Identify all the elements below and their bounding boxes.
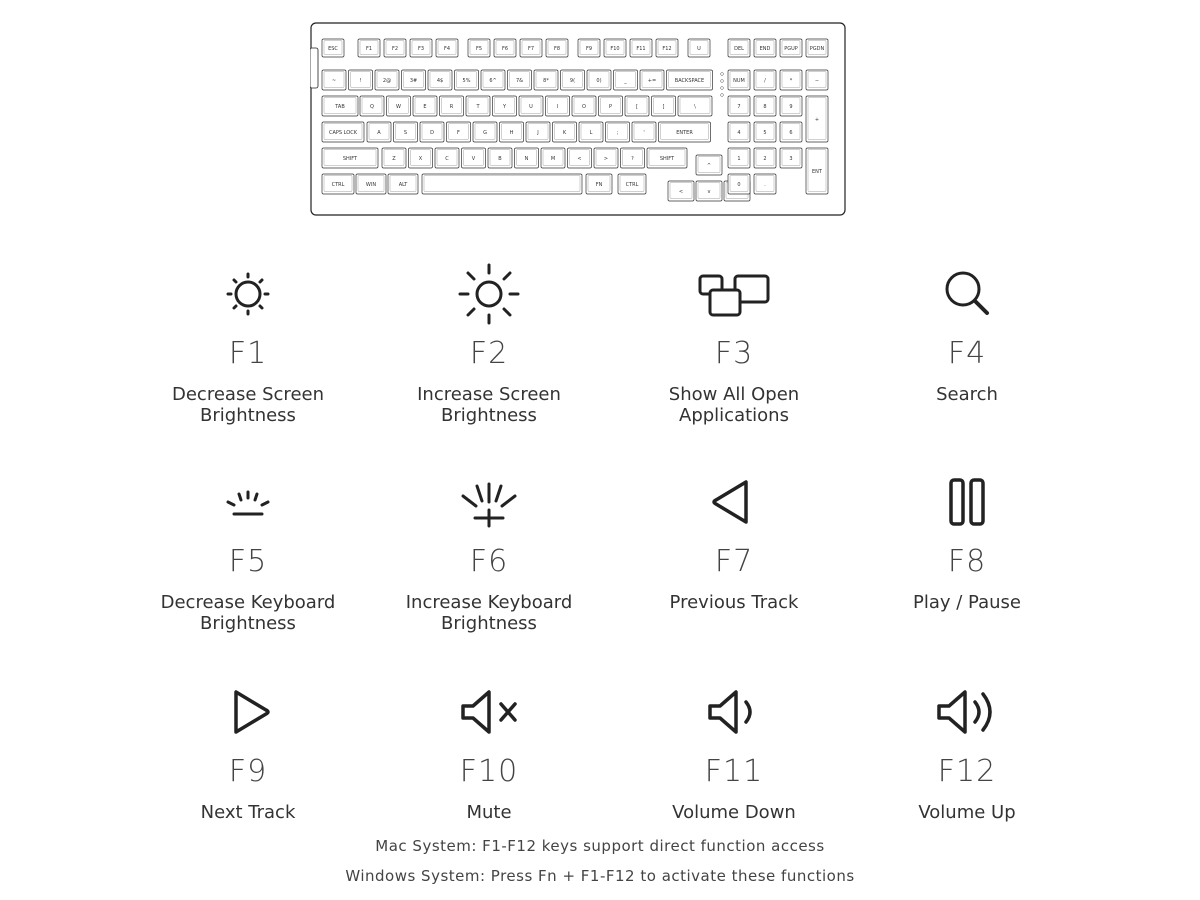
key-v — [462, 148, 486, 168]
key-caps-lock — [322, 122, 364, 142]
function-item-f1 — [128, 262, 368, 426]
svg-text:9(: 9( — [569, 77, 576, 84]
function-description: Increase Screen Brightness — [417, 384, 561, 426]
key-numpad-6 — [780, 122, 802, 142]
svg-text:CAPS LOCK: CAPS LOCK — [328, 129, 358, 136]
svg-text:8: 8 — [763, 103, 767, 110]
svg-text:K: K — [562, 129, 567, 136]
key-o — [572, 96, 596, 116]
key-numpad-0 — [728, 174, 750, 194]
function-key-label: F7 — [714, 544, 754, 579]
key-num-row — [402, 70, 426, 90]
function-key-label: F3 — [714, 336, 754, 371]
svg-text:.: . — [764, 181, 766, 188]
function-key-label: F6 — [469, 544, 509, 579]
key-w — [387, 96, 411, 116]
function-description: Decrease Screen Brightness — [172, 384, 324, 426]
svg-text:SHIFT: SHIFT — [342, 155, 358, 162]
key-fn — [586, 174, 612, 194]
svg-text:CTRL: CTRL — [625, 181, 639, 188]
key-s — [394, 122, 418, 142]
svg-text:5: 5 — [763, 129, 767, 136]
key-u — [519, 96, 543, 116]
key-backslash — [678, 96, 712, 116]
svg-text:5%: 5% — [462, 77, 471, 84]
key-c — [435, 148, 459, 168]
key-period — [594, 148, 618, 168]
svg-text:\: \ — [694, 103, 696, 110]
svg-text:[: [ — [636, 103, 638, 110]
key-num-row — [349, 70, 373, 90]
key-numpad — [780, 70, 802, 90]
key-numpad-enter — [806, 148, 828, 194]
svg-text:S: S — [403, 129, 408, 136]
key-numpad — [806, 70, 828, 90]
svg-text:': ' — [643, 129, 645, 136]
key-num-row — [455, 70, 479, 90]
key-numpad-3 — [780, 148, 802, 168]
svg-text:*: * — [789, 77, 793, 84]
key-d — [420, 122, 444, 142]
svg-text:>: > — [603, 155, 609, 162]
svg-text:F8: F8 — [553, 45, 561, 52]
svg-text:U: U — [697, 45, 701, 52]
key-t — [466, 96, 490, 116]
function-description: Mute — [466, 802, 512, 823]
svg-text:H: H — [509, 129, 514, 136]
svg-text:<: < — [678, 188, 684, 195]
function-description: Volume Up — [918, 802, 1016, 823]
function-key-label: F5 — [228, 544, 268, 579]
key-quote — [632, 122, 656, 142]
svg-text:F7: F7 — [527, 45, 535, 52]
svg-text:PGDN: PGDN — [809, 45, 825, 52]
search-icon — [927, 262, 1007, 326]
key-shift-left — [322, 148, 378, 168]
key-f6 — [494, 39, 516, 57]
key-b — [488, 148, 512, 168]
svg-text:F9: F9 — [585, 45, 593, 52]
key-num-row — [614, 70, 638, 90]
key-f11 — [630, 39, 652, 57]
key-shift-right — [647, 148, 687, 168]
key-l — [579, 122, 603, 142]
next-track-icon — [208, 680, 288, 744]
svg-text:2@: 2@ — [382, 77, 392, 84]
svg-text:TAB: TAB — [335, 103, 345, 110]
key-k — [553, 122, 577, 142]
svg-text:P: P — [608, 103, 613, 110]
key-f9 — [578, 39, 600, 57]
svg-text:3#: 3# — [409, 77, 418, 84]
key-num-row — [375, 70, 399, 90]
key-f8 — [546, 39, 568, 57]
svg-text:F4: F4 — [443, 45, 451, 52]
sun-large-icon — [449, 262, 529, 326]
key-pgdn — [806, 39, 828, 57]
function-item-f12 — [847, 680, 1087, 823]
key-numpad-2 — [754, 148, 776, 168]
key-e — [413, 96, 437, 116]
function-description: Search — [936, 384, 998, 405]
key-arrow-down — [696, 181, 722, 201]
key-ctrl-left — [322, 174, 354, 194]
svg-text:R: R — [449, 103, 454, 110]
function-description: Show All Open Applications — [668, 384, 800, 426]
function-item-f10 — [369, 680, 609, 823]
svg-text:NUM: NUM — [733, 77, 745, 84]
function-key-label: F2 — [469, 336, 509, 371]
function-key-label: F1 — [228, 336, 268, 371]
key-end — [754, 39, 776, 57]
mac-system-note: Mac System: F1-F12 keys support direct function access — [375, 837, 825, 855]
key-ctrl-right — [618, 174, 646, 194]
key-num-row — [534, 70, 558, 90]
backlight-minus-icon — [208, 470, 288, 534]
key-f — [447, 122, 471, 142]
key-j — [526, 122, 550, 142]
function-key-label: F11 — [704, 754, 764, 789]
svg-text:+=: += — [647, 77, 657, 84]
function-key-label: F4 — [947, 336, 987, 371]
key-enter — [659, 122, 711, 142]
svg-text:G: G — [483, 129, 487, 136]
key-num-row — [322, 70, 346, 90]
key-i — [546, 96, 570, 116]
key-num-row — [481, 70, 505, 90]
svg-text:^: ^ — [706, 162, 712, 169]
key-backspace — [667, 70, 713, 90]
mute-icon — [449, 680, 529, 744]
function-item-f11 — [614, 680, 854, 823]
function-item-f2 — [369, 262, 609, 426]
key-alt — [388, 174, 418, 194]
key-slash — [621, 148, 645, 168]
key-numpad-5 — [754, 122, 776, 142]
volume-up-icon — [927, 680, 1007, 744]
key-g — [473, 122, 497, 142]
svg-text:Y: Y — [502, 103, 507, 110]
function-item-f8 — [847, 470, 1087, 613]
svg-text:F3: F3 — [417, 45, 425, 52]
function-item-f3 — [614, 262, 854, 426]
key-numpad-8 — [754, 96, 776, 116]
volume-down-icon — [694, 680, 774, 744]
svg-text:END: END — [759, 45, 771, 52]
function-item-f9 — [128, 680, 368, 823]
previous-track-icon — [694, 470, 774, 534]
key-numpad-1 — [728, 148, 750, 168]
svg-text:/: / — [764, 77, 766, 84]
svg-text:9: 9 — [789, 103, 793, 110]
svg-text:V: V — [471, 155, 476, 162]
function-item-f5 — [128, 470, 368, 634]
key-f4 — [436, 39, 458, 57]
svg-text:~: ~ — [331, 77, 337, 84]
key-r — [440, 96, 464, 116]
function-description: Previous Track — [669, 592, 799, 613]
key-n — [515, 148, 539, 168]
svg-text:]: ] — [662, 103, 665, 110]
key-arrow-up — [696, 155, 722, 175]
key-numpad-9 — [780, 96, 802, 116]
key-arrow-left — [668, 181, 694, 201]
svg-text:ENT: ENT — [812, 168, 822, 175]
svg-text:?: ? — [631, 155, 634, 162]
backlight-plus-icon — [449, 470, 529, 534]
key-numpad — [754, 70, 776, 90]
key-x — [409, 148, 433, 168]
svg-text:CTRL: CTRL — [331, 181, 345, 188]
svg-text:W: W — [396, 103, 401, 110]
svg-text:F: F — [457, 129, 460, 136]
key-space — [422, 174, 582, 194]
svg-text:F1: F1 — [365, 45, 373, 52]
function-item-f4 — [847, 262, 1087, 405]
svg-text:I: I — [556, 103, 559, 110]
key-f12 — [656, 39, 678, 57]
svg-text:<: < — [577, 155, 582, 162]
svg-text:O: O — [582, 103, 586, 110]
function-description: Increase Keyboard Brightness — [405, 592, 573, 634]
svg-text:M: M — [550, 155, 556, 162]
svg-text:B: B — [498, 155, 502, 162]
svg-text:ESC: ESC — [328, 45, 338, 52]
svg-text:0: 0 — [737, 181, 741, 188]
svg-text:F6: F6 — [501, 45, 509, 52]
key-win — [356, 174, 386, 194]
svg-text:0): 0) — [596, 77, 602, 84]
pause-icon — [927, 470, 1007, 534]
svg-text:F5: F5 — [475, 45, 483, 52]
function-key-label: F12 — [937, 754, 997, 789]
svg-text:WIN: WIN — [365, 181, 377, 188]
key-pgup — [780, 39, 802, 57]
svg-text:ENTER: ENTER — [676, 129, 693, 136]
svg-text:v: v — [707, 188, 711, 195]
key-numpad-dot — [754, 174, 776, 194]
svg-text:6^: 6^ — [489, 77, 497, 84]
key-f5 — [468, 39, 490, 57]
sun-small-icon — [208, 262, 288, 326]
key-num-row — [587, 70, 611, 90]
svg-text:D: D — [430, 129, 434, 136]
svg-text:F12: F12 — [662, 45, 672, 52]
key-f10 — [604, 39, 626, 57]
key-f3 — [410, 39, 432, 57]
key-z — [382, 148, 406, 168]
key-f2 — [384, 39, 406, 57]
svg-text:4$: 4$ — [436, 77, 444, 84]
function-item-f6 — [369, 470, 609, 634]
windows-icon — [694, 262, 774, 326]
function-description: Play / Pause — [913, 592, 1021, 613]
svg-text:8*: 8* — [543, 77, 549, 84]
svg-text:2: 2 — [763, 155, 767, 162]
svg-text:T: T — [476, 103, 480, 110]
svg-text:7: 7 — [737, 103, 741, 110]
svg-text:_: _ — [624, 77, 627, 84]
key-num-row — [640, 70, 664, 90]
svg-text:C: C — [445, 155, 449, 162]
key-a — [367, 122, 391, 142]
svg-text:PGUP: PGUP — [784, 45, 798, 52]
svg-text:N: N — [524, 155, 529, 162]
key-knob — [688, 39, 710, 57]
key-m — [541, 148, 565, 168]
svg-text:Q: Q — [370, 103, 374, 110]
svg-text:FN: FN — [595, 181, 603, 188]
svg-text:7&: 7& — [515, 77, 524, 84]
key-f7 — [520, 39, 542, 57]
key-numpad-4 — [728, 122, 750, 142]
svg-text:J: J — [537, 129, 539, 136]
key-comma — [568, 148, 592, 168]
key-q — [360, 96, 384, 116]
function-description: Next Track — [200, 802, 296, 823]
svg-text:Z: Z — [392, 155, 396, 162]
svg-text:F11: F11 — [636, 45, 646, 52]
key-h — [500, 122, 524, 142]
key-num-row — [428, 70, 452, 90]
key-del — [728, 39, 750, 57]
svg-text:!: ! — [359, 77, 362, 84]
svg-text:3: 3 — [789, 155, 793, 162]
svg-text:DEL: DEL — [734, 45, 744, 52]
svg-text:SHIFT: SHIFT — [659, 155, 675, 162]
svg-text:F10: F10 — [610, 45, 620, 52]
key-bracket — [652, 96, 676, 116]
key-semicolon — [606, 122, 630, 142]
key-f1 — [358, 39, 380, 57]
svg-text:U: U — [529, 103, 533, 110]
key-numpad-plus — [806, 96, 828, 142]
key-esc — [322, 39, 344, 57]
function-description: Decrease Keyboard Brightness — [160, 592, 336, 634]
svg-text:E: E — [423, 103, 427, 110]
function-key-label: F10 — [459, 754, 519, 789]
svg-text:4: 4 — [737, 129, 741, 136]
function-key-label: F8 — [947, 544, 987, 579]
keyboard-diagram — [310, 22, 846, 216]
svg-text:A: A — [377, 129, 381, 136]
svg-text:;: ; — [616, 129, 619, 136]
svg-text:F2: F2 — [391, 45, 399, 52]
key-p — [599, 96, 623, 116]
svg-text:1: 1 — [737, 155, 741, 162]
svg-text:ALT: ALT — [398, 181, 408, 188]
key-num-row — [561, 70, 585, 90]
key-numpad-7 — [728, 96, 750, 116]
svg-text:+: + — [814, 116, 820, 123]
key-y — [493, 96, 517, 116]
function-description: Volume Down — [672, 802, 796, 823]
key-tab — [322, 96, 358, 116]
svg-text:−: − — [814, 77, 820, 84]
svg-text:6: 6 — [789, 129, 793, 136]
svg-text:X: X — [418, 155, 423, 162]
function-item-f7 — [614, 470, 854, 613]
windows-system-note: Windows System: Press Fn + F1-F12 to activate these functions — [345, 867, 855, 885]
svg-text:L: L — [589, 129, 593, 136]
key-numpad — [728, 70, 750, 90]
key-num-row — [508, 70, 532, 90]
svg-text:BACKSPACE: BACKSPACE — [674, 77, 705, 84]
function-key-label: F9 — [228, 754, 268, 789]
key-bracket — [625, 96, 649, 116]
